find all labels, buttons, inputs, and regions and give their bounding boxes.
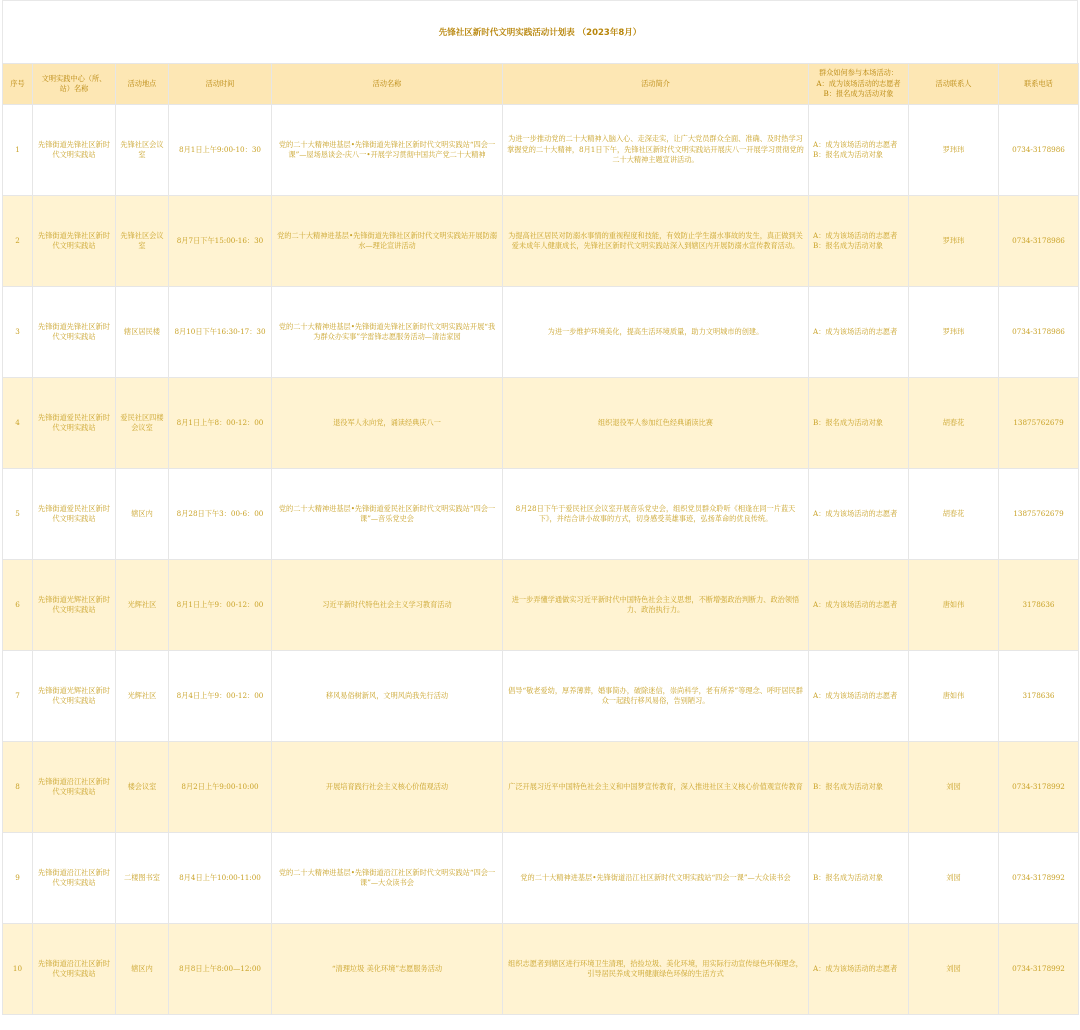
cell-contact: 罗玮玮 [909,196,999,287]
cell-activity-name: 党的二十大精神进基层•先锋街道爱民社区新时代文明实践站“四会一课”—音乐党史会 [272,469,503,560]
cell-join: A：成为该场活动的志愿者 [809,651,909,742]
header-no: 序号 [3,64,33,105]
table-row [3,651,1079,742]
table-row [3,742,1079,833]
cell-contact: 唐如伟 [909,651,999,742]
cell-intro: 为进一步维护环境美化，提高生活环境质量，助力文明城市的创建。 [503,287,809,378]
header-phone: 联系电话 [999,64,1079,105]
cell-phone: 0734-3178986 [999,105,1079,196]
cell-phone: 0734-3178992 [999,742,1079,833]
cell-time: 8月1日上午9：00-12：00 [169,560,272,651]
cell-contact: 刘园 [909,833,999,924]
header-name: 活动名称 [272,64,503,105]
cell-station: 先锋街道先锋社区新时代文明实践站 [33,105,116,196]
cell-phone: 0734-3178992 [999,924,1079,1015]
cell-join: A：成为该场活动的志愿者 [809,469,909,560]
cell-join: A：成为该场活动的志愿者 [809,287,909,378]
cell-activity-name: 习近平新时代特色社会主义学习教育活动 [272,560,503,651]
sheet-title: 先锋社区新时代文明实践活动计划表 （2023年8月） [2,0,1078,63]
cell-no: 1 [3,105,33,196]
cell-activity-name: 党的二十大精神进基层•先锋街道沿江社区新时代文明实践站“四会一课”—大众读书会 [272,833,503,924]
table-row [3,196,1079,287]
cell-contact: 胡春花 [909,469,999,560]
cell-join: B：报名成为活动对象 [809,833,909,924]
cell-phone: 0734-3178992 [999,833,1079,924]
cell-phone: 13875762679 [999,469,1079,560]
cell-station: 先锋街道先锋社区新时代文明实践站 [33,287,116,378]
cell-place: 光辉社区 [116,560,169,651]
cell-phone: 0734-3178986 [999,287,1079,378]
cell-activity-name: 移风易俗树新风，文明风尚我先行活动 [272,651,503,742]
cell-time: 8月1日上午8：00-12：00 [169,378,272,469]
cell-time: 8月10日下午16:30-17：30 [169,287,272,378]
cell-join: A：成为该场活动的志愿者 [809,560,909,651]
cell-no: 8 [3,742,33,833]
header-intro: 活动简介 [503,64,809,105]
cell-intro: 组织退役军人参加红色经典诵读比赛 [503,378,809,469]
cell-place: 辖区居民楼 [116,287,169,378]
cell-station: 先锋街道先锋社区新时代文明实践站 [33,196,116,287]
table-body [3,105,1079,1015]
cell-station: 先锋街道沿江社区新时代文明实践站 [33,924,116,1015]
cell-contact: 刘园 [909,742,999,833]
cell-intro: 8月28日下午于爱民社区会议室开展音乐党史会，组织党员群众聆听《相逢在同一片蓝天下》，并结合讲小故事的方式，切身感受英雄事迹，弘扬革命的优良传统。 [503,469,809,560]
cell-intro: 倡导“敬老爱幼，厚养薄葬，婚事简办，破除迷信，崇尚科学，老有所养”等理念、呼吁居民群众一起践行移风易俗，告别陋习。 [503,651,809,742]
cell-intro: 广泛开展习近平中国特色社会主义和中国梦宣传教育，深入推进社区主义核心价值观宣传教育 [503,742,809,833]
header-time: 活动时间 [169,64,272,105]
cell-no: 5 [3,469,33,560]
cell-place: 爱民社区四楼会议室 [116,378,169,469]
cell-time: 8月8日上午8:00—12:00 [169,924,272,1015]
cell-place: 先锋社区会议室 [116,196,169,287]
cell-phone: 13875762679 [999,378,1079,469]
table-row [3,287,1079,378]
table-row [3,833,1079,924]
cell-join: A：成为该场活动的志愿者 [809,924,909,1015]
cell-contact: 刘园 [909,924,999,1015]
cell-place: 二楼图书室 [116,833,169,924]
cell-time: 8月28日下午3：00-6：00 [169,469,272,560]
cell-contact: 唐如伟 [909,560,999,651]
cell-station: 先锋街道沿江社区新时代文明实践站 [33,742,116,833]
table-row [3,105,1079,196]
cell-station: 先锋街道光辉社区新时代文明实践站 [33,651,116,742]
header-station: 文明实践中心（所、站）名称 [33,64,116,105]
cell-place: 光辉社区 [116,651,169,742]
cell-time: 8月4日上午10:00-11:00 [169,833,272,924]
cell-join: A：成为该场活动的志愿者B：报名成为活动对象 [809,196,909,287]
cell-no: 4 [3,378,33,469]
cell-phone: 3178636 [999,651,1079,742]
table-row [3,924,1079,1015]
cell-place: 辖区内 [116,469,169,560]
cell-intro: 党的二十大精神进基层•先锋街道沿江社区新时代文明实践站“四会一课”—大众读书会 [503,833,809,924]
activity-table [2,63,1079,1015]
cell-activity-name: 开展培育践行社会主义核心价值观活动 [272,742,503,833]
cell-no: 10 [3,924,33,1015]
cell-no: 2 [3,196,33,287]
table-header-row [3,64,1079,105]
cell-join: B：报名成为活动对象 [809,742,909,833]
cell-place: 楼会议室 [116,742,169,833]
cell-station: 先锋街道沿江社区新时代文明实践站 [33,833,116,924]
cell-contact: 罗玮玮 [909,105,999,196]
cell-join: A：成为该场活动的志愿者B：报名成为活动对象 [809,105,909,196]
cell-intro: 为进一步推动党的二十大精神入脑入心、走深走实，让广大党员群众全面、准确、及时热学习掌握党的二十大精神，8月1日下午，先锋社区新时代文明实践站开展庆八一开展学习贯彻党的二十大精神主题宣讲活动。 [503,105,809,196]
cell-time: 8月7日下午15:00-16：30 [169,196,272,287]
header-place: 活动地点 [116,64,169,105]
cell-no: 7 [3,651,33,742]
cell-no: 9 [3,833,33,924]
cell-activity-name: 党的二十大精神进基层•先锋街道先锋社区新时代文明实践站“四会一课”—屋场恳谈会-庆八一•开展学习贯彻中国共产党二十大精神 [272,105,503,196]
cell-time: 8月4日上午9：00-12：00 [169,651,272,742]
cell-no: 6 [3,560,33,651]
cell-activity-name: 党的二十大精神进基层•先锋街道先锋社区新时代文明实践站开展防溺水—理论宣讲活动 [272,196,503,287]
cell-station: 先锋街道爱民社区新时代文明实践站 [33,469,116,560]
cell-place: 先锋社区会议室 [116,105,169,196]
table-row [3,469,1079,560]
cell-no: 3 [3,287,33,378]
cell-activity-name: 退役军人永向党，诵读经典庆八一 [272,378,503,469]
cell-activity-name: 党的二十大精神进基层•先锋街道先锋社区新时代文明实践站开展“我为群众办实事”学雷锋志愿服务活动—清洁家园 [272,287,503,378]
header-join: 群众如何参与本场活动：A：成为该场活动的志愿者B：报名成为活动对象 [809,64,909,105]
cell-time: 8月1日上午9:00-10：30 [169,105,272,196]
cell-intro: 进一步弄懂学通做实习近平新时代中国特色社会主义思想，不断增强政治判断力、政治领悟力、政治执行力。 [503,560,809,651]
cell-phone: 0734-3178986 [999,196,1079,287]
table-row [3,378,1079,469]
activity-plan-sheet [2,0,1078,1015]
cell-station: 先锋街道爱民社区新时代文明实践站 [33,378,116,469]
cell-station: 先锋街道光辉社区新时代文明实践站 [33,560,116,651]
cell-contact: 胡春花 [909,378,999,469]
cell-activity-name: “清理垃圾 美化环境”志愿服务活动 [272,924,503,1015]
cell-contact: 罗玮玮 [909,287,999,378]
cell-time: 8月2日上午9:00-10:00 [169,742,272,833]
header-contact: 活动联系人 [909,64,999,105]
cell-intro: 组织志愿者到辖区进行环境卫生清理，拾捡垃圾、美化环境，用实际行动宣传绿色环保理念，引导居民养成文明健康绿色环保的生活方式 [503,924,809,1015]
cell-place: 辖区内 [116,924,169,1015]
table-row [3,560,1079,651]
cell-phone: 3178636 [999,560,1079,651]
cell-intro: 为提高社区居民对防溺水事情的重视程度和技能，有效防止学生溺水事故的发生，真正做到关爱未成年人健康成长，先锋社区新时代文明实践站深入到辖区内开展防溺水宣传教育活动。 [503,196,809,287]
cell-join: B：报名成为活动对象 [809,378,909,469]
